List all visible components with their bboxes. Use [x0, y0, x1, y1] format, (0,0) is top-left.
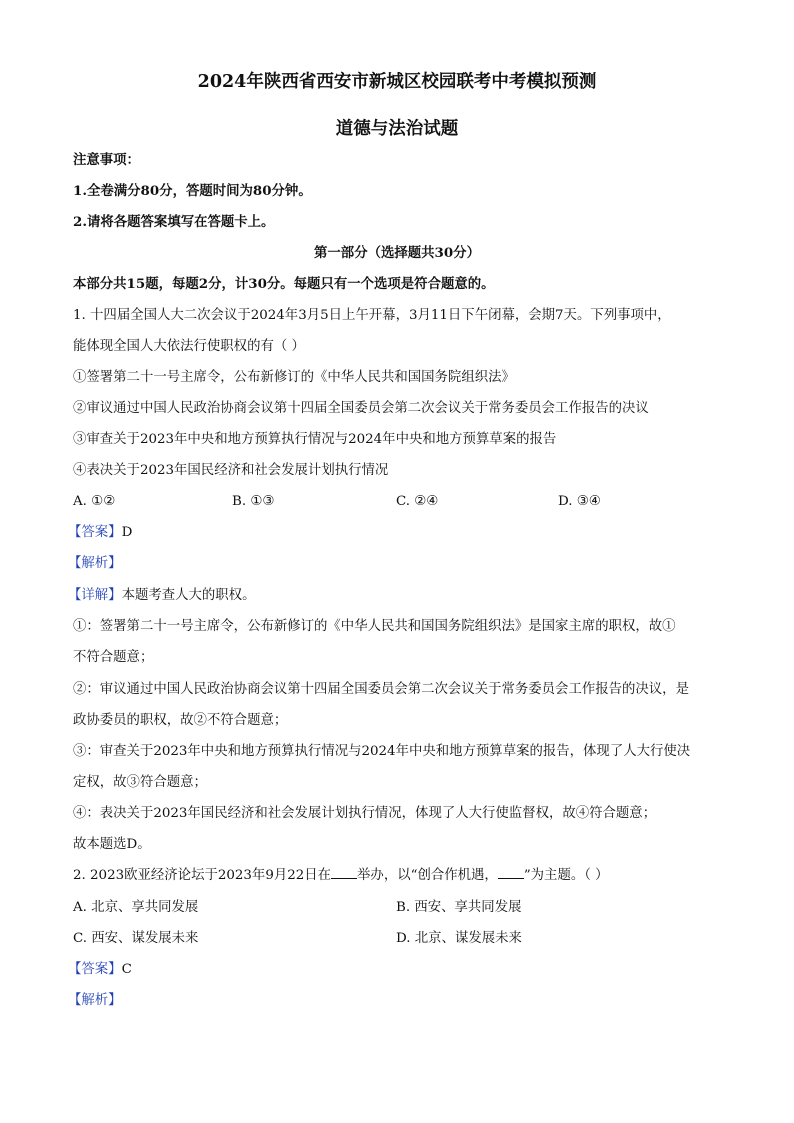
- q2-option-b: B. 西安、享共同发展: [396, 900, 522, 915]
- q1-answer: [68, 523, 132, 543]
- fill-blank: [331, 866, 357, 879]
- q1-analysis-label: [68, 554, 122, 574]
- q1-stem: 1. 十四届全国人大二次会议于2024年3月5日上午开幕，3月11日下午闭幕，会期7天。下列事项中，: [73, 308, 671, 323]
- q1-explanation: ②：审议通过中国人民政治协商会议第十四届全国委员会第二次会议关于常务委员会工作报告的决议，是: [73, 682, 689, 697]
- q1-conclusion: 故本题选D。: [73, 837, 151, 852]
- note-item: 1.全卷满分80分，答题时间为80分钟。: [73, 183, 312, 199]
- q2-option-d: D. 北京、谋发展未来: [396, 931, 522, 946]
- q2-stem-part: 2. 2023欧亚经济论坛于2023年9月22日在: [73, 868, 332, 883]
- answer-label: 【答案】: [68, 525, 122, 540]
- q1-option-b: B. ①③: [232, 494, 275, 509]
- page-subtitle: 道德与法治试题: [335, 119, 459, 139]
- q1-item: ②审议通过中国人民政治协商会议第十四届全国委员会第二次会议关于常务委员会工作报告的决议: [73, 401, 649, 416]
- q1-explanation: 不符合题意；: [73, 650, 154, 665]
- q1-detail: [68, 586, 255, 606]
- q1-explanation: 政协委员的职权，故②不符合题意；: [73, 713, 288, 728]
- q1-item: ①签署第二十一号主席令，公布新修订的《中华人民共和国国务院组织法》: [73, 370, 515, 385]
- fill-blank: [498, 866, 524, 879]
- q1-item: ④表决关于2023年国民经济和社会发展计划执行情况: [73, 463, 389, 478]
- detail-text: 本题考查人大的职权。: [121, 588, 256, 603]
- q2-stem-part: ”为主题。（ ）: [523, 868, 609, 883]
- answer-value: D: [121, 525, 133, 540]
- q2-option-c: C. 西安、谋发展未来: [73, 931, 199, 946]
- answer-label: 【答案】: [68, 962, 122, 977]
- answer-value: C: [121, 962, 132, 977]
- q1-explanation: ③：审查关于2023年中央和地方预算执行情况与2024年中央和地方预算草案的报告，体现了人大行使决: [73, 744, 691, 759]
- q2-stem: [73, 866, 609, 886]
- q2-analysis-label: [68, 991, 122, 1011]
- note-item: 2.请将各题答案填写在答题卡上。: [73, 214, 275, 230]
- q1-explanation: ①：签署第二十一号主席令，公布新修订的《中华人民共和国国务院组织法》是国家主席的职权，故①: [73, 619, 676, 634]
- part-instruction: 本部分共15题，每题2分，计30分。每题只有一个选项是符合题意的。: [73, 276, 495, 292]
- q1-explanation: 定权，故③符合题意；: [73, 775, 207, 790]
- part-title: 第一部分（选择题共30分）: [314, 245, 480, 261]
- q2-stem-part: 举办，以“创合作机遇，: [357, 868, 498, 883]
- q1-option-c: C. ②④: [396, 494, 439, 509]
- q1-option-a: A. ①②: [73, 494, 116, 509]
- analysis-label: 【解析】: [68, 993, 122, 1008]
- q1-item: ③审查关于2023年中央和地方预算执行情况与2024年中央和地方预算草案的报告: [73, 432, 557, 447]
- q1-stem-cont: 能体现全国人大依法行使职权的有（ ）: [73, 339, 305, 354]
- page-title: 2024年陕西省西安市新城区校园联考中考模拟预测: [197, 72, 597, 92]
- notes-heading: 注意事项：: [73, 152, 140, 168]
- q1-explanation: ④：表决关于2023年国民经济和社会发展计划执行情况，体现了人大行使监督权，故④符合题意；: [73, 806, 657, 821]
- detail-label: 【详解】: [68, 588, 122, 603]
- q2-answer: [68, 960, 132, 980]
- q1-option-d: D. ③④: [558, 494, 601, 509]
- q2-option-a: A. 北京、享共同发展: [73, 900, 199, 915]
- analysis-label: 【解析】: [68, 556, 122, 571]
